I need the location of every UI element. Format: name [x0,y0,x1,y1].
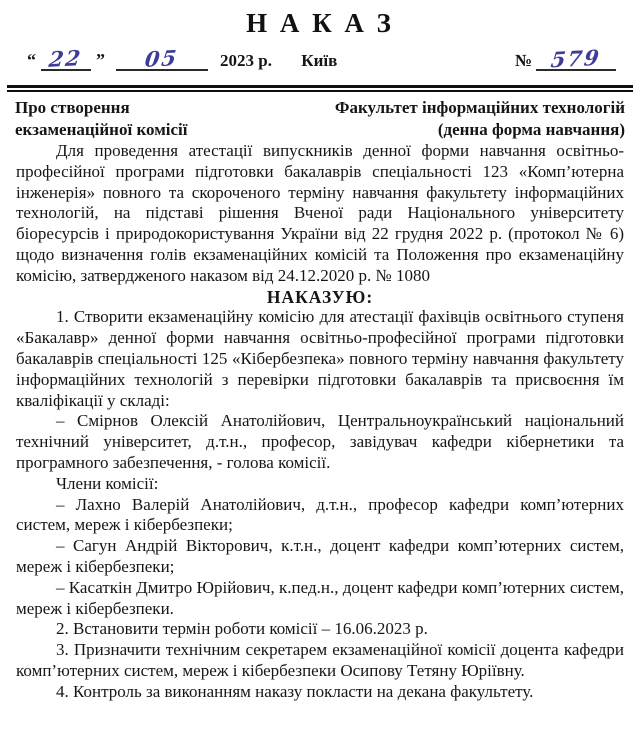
month-field [116,47,208,71]
subject-right-line2: (денна форма навчання) [437,120,625,139]
resolution-heading: НАКАЗУЮ: [266,286,374,307]
document-title: Н А К А З [246,8,394,38]
subject-right-line1: Факультет інформаційних технологій [334,98,625,117]
header-divider [7,85,633,92]
city-label: Київ [301,51,338,70]
order-item-2: 2. Встановити термін роботи комісії – 16.06.2023 р. [56,619,428,639]
open-quote: “ [27,50,36,70]
number-sign: № [514,51,532,70]
order-item-1: 1. Створити екзаменаційну комісію для атестації фахівців освітнього ступеня «Бакалавр» денної форми навчання освітньо-професійної програми підготовки бакалаврів спеціальності 125 «Кібербезпека» повного терміну навчання факультету інформаційних технологій з перевірки підготовки бакалаврів та присвоєння їм кваліфікації у складі: [16,307,624,410]
order-item-3: 3. Призначити технічним секретарем екзаменаційної комісії доцента кафедри комп’ютерних систем, мереж і кібербезпеки Осипову Тетяну Юріївну. [16,640,624,680]
day-field [41,47,91,71]
order-body [0,141,640,703]
members-label: Члени комісії: [56,473,159,493]
subject-right [335,97,625,141]
close-quote: ” [96,50,105,70]
subject-left-line2: екзаменаційної комісії [15,120,188,139]
member-sahun: – Сагун Андрій Вікторович, к.т.н., доцент кафедри комп’ютерних систем, мереж і кібербезпеки; [16,536,624,576]
subject-block [0,92,640,141]
member-lakhno: – Лахно Валерій Анатолійович, д.т.н., професор кафедри комп’ютерних систем, мереж і кібербезпеки; [16,494,624,535]
number-field [536,44,616,73]
subject-left [15,97,188,141]
order-date-row [0,44,640,77]
commission-head: – Смірнов Олексій Анатолійович, Центральноукраїнський національний технічний університет, д.т.н., професор, завідувач кафедри кібернетики та програмного забезпечення, - голова комісії. [16,411,624,472]
subject-left-line1: Про створення [15,98,130,117]
order-number [514,44,618,73]
year-label: 2023 р. [220,51,272,70]
handwritten-day: 22 [47,45,85,72]
member-kasatkin: – Касаткін Дмитро Юрійович, к.пед.н., доцент кафедри комп’ютерних систем, мереж і кібербезпеки. [16,577,624,618]
order-date [24,47,272,71]
handwritten-month: 05 [143,45,181,72]
preamble-paragraph: Для проведення атестації випускників денної форми навчання освітньо-професійної програми підготовки бакалаврів спеціальності 123 «Комп’ютерна інженерія» повного та скороченого терміну навчання факультету інформаційних технологій, на підставі рішення Вченої ради Національного університету біоресурсів і природокористування України від 22 грудня 2022 р. (протокол № 6) щодо визначення голів екзаменаційних комісій та Положення про екзаменаційну комісію, затвердженого наказом від 24.12.2020 р. № 1080 [16,141,624,285]
handwritten-number: 579 [549,44,603,73]
order-item-4: 4. Контроль за виконанням наказу покласти на декана факультету. [56,681,534,701]
